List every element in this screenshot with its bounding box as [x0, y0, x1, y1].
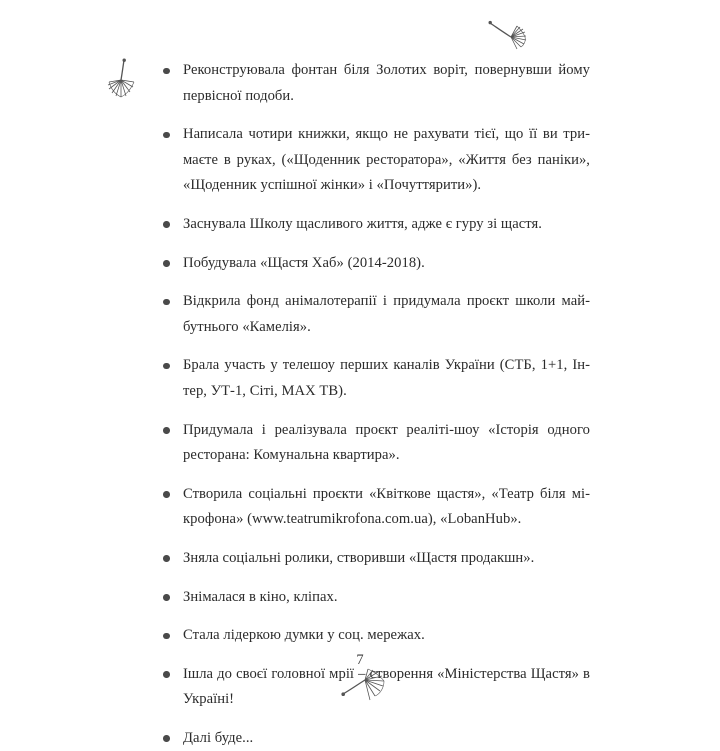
- bullet-icon: [163, 555, 170, 562]
- bullet-icon: [163, 363, 170, 370]
- list-item-text: Створила соціальні проєкти «Квіткове щастя», «Театр біля мікрофона» (www.teatrumikrofona.com.ua), «LobanHub».: [183, 485, 590, 528]
- achievements-list: [160, 58, 590, 751]
- list-item-text: Побудувала «Щастя Хаб» (2014-2018).: [183, 254, 425, 271]
- list-item-text: Заснувала Школу щасливого життя, адже є гуру зі щастя.: [183, 215, 542, 232]
- list-item: [160, 662, 590, 713]
- list-item: [160, 353, 590, 404]
- list-item-text: Далі буде...: [183, 729, 254, 746]
- list-item-text: Відкрила фонд анімалотерапії і придумала проєкт школи майбутнього «Камелія».: [183, 293, 590, 335]
- list-item-text: Знімалася в кіно, кліпах.: [183, 588, 338, 605]
- bullet-icon: [163, 671, 170, 678]
- bullet-icon: [163, 68, 170, 75]
- list-item: [160, 623, 590, 649]
- dandelion-seed-icon: [487, 18, 531, 52]
- list-item: [160, 251, 590, 277]
- list-item: [160, 546, 590, 572]
- list-item-text: Придумала і реалізувала проєкт реаліті-шоу «Історія одного ресторана: Комунальна квартира».: [183, 421, 590, 464]
- list-item-text: Зняла соціальні ролики, створивши «Щастя продакшн».: [183, 549, 535, 566]
- bullet-icon: [163, 594, 170, 601]
- list-item: [160, 289, 590, 340]
- bullet-icon: [163, 260, 170, 267]
- list-item-text: Написала чотири книжки, якщо не рахувати тієї, що її ви тримаєте в руках, («Щоденник ресторатора», «Життя без паніки», «Щоденник успішної жінки» і «Почуттярити»).: [183, 126, 590, 194]
- list-item-text: Стала лідеркою думки у соц. мережах.: [183, 627, 425, 644]
- list-item: [160, 58, 590, 109]
- list-item-text: Ішла до своєї головної мрії – створення «Міністерства Щастя» в Україні!: [183, 665, 590, 708]
- bullet-icon: [163, 132, 170, 139]
- list-item: [160, 212, 590, 238]
- list-item-text: Брала участь у телешоу перших каналів України (СТБ, 1+1, Інтер, УТ-1, Сіті, MAX ТВ).: [183, 357, 590, 399]
- dandelion-seed-icon: [103, 58, 139, 100]
- list-item: [160, 482, 590, 533]
- list-item: [160, 418, 590, 469]
- bullet-icon: [163, 735, 170, 742]
- bullet-icon: [163, 491, 170, 498]
- list-item: [160, 726, 590, 751]
- list-item: [160, 585, 590, 611]
- bullet-icon: [163, 221, 170, 228]
- page-number: 7: [356, 652, 364, 668]
- bullet-icon: [163, 633, 170, 640]
- bullet-icon: [163, 299, 170, 306]
- list-item: [160, 122, 590, 199]
- list-item-text: Реконструювала фонтан біля Золотих воріт, повернувши йому первісної подоби.: [183, 62, 590, 104]
- bullet-icon: [163, 427, 170, 434]
